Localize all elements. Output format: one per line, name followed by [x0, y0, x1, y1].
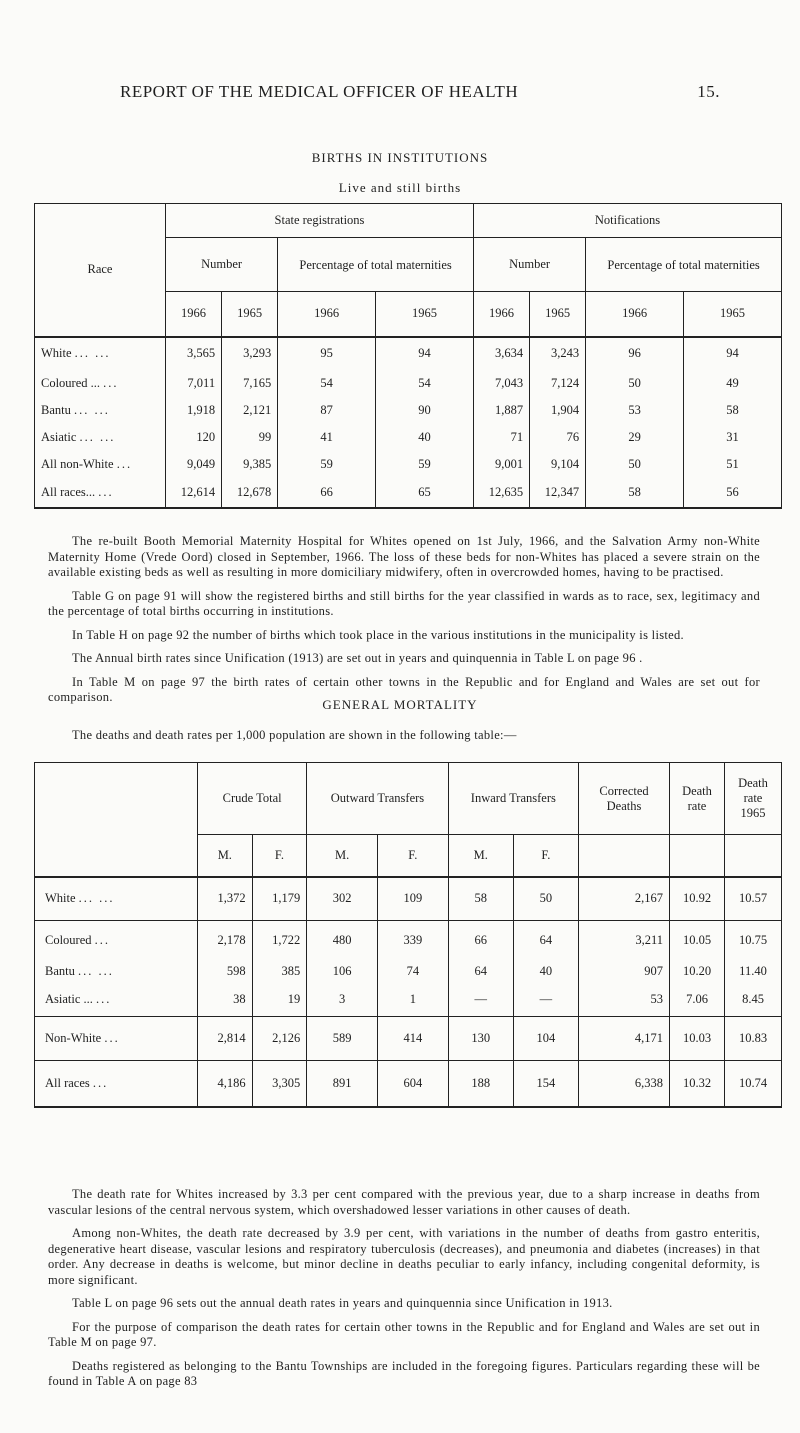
paragraph: The re-built Booth Memorial Maternity Hospital for Whites opened on 1st July, 1966, and the Salvation Army non-White Maternity Home (Vrede Oord) closed in September, 1966. The loss of these beds for non-Whites has placed a severe strain on the available existing beds as well as resulting in more domiciliary midwifery, often in overcrowded homes, having to be practised. — [48, 534, 760, 579]
cell: 907 — [579, 961, 670, 983]
death-rate-header: Death rate — [670, 763, 725, 835]
cell: 385 — [252, 961, 307, 983]
year-header: 1966 — [473, 292, 529, 337]
cell: 154 — [513, 1061, 578, 1107]
state-registrations-header: State registrations — [166, 204, 474, 238]
cell: 2,814 — [198, 1017, 253, 1061]
cell: 3 — [307, 983, 378, 1017]
leader-dots: ... — [98, 484, 114, 499]
paragraph: Deaths registered as belonging to the Bantu Townships are included in the foregoing figures. Particulars regarding these will be found in Table A on page 83 — [48, 1358, 760, 1388]
cell: 3,565 — [166, 337, 222, 370]
cell: 58 — [586, 478, 684, 508]
leader-dots: ... ... — [78, 891, 115, 906]
cell: 65 — [376, 478, 474, 508]
race-label: All races — [45, 1075, 90, 1090]
cell: 6,338 — [579, 1061, 670, 1107]
cell: 64 — [513, 921, 578, 961]
cell: — — [448, 983, 513, 1017]
cell: 71 — [473, 424, 529, 451]
cell: 12,614 — [166, 478, 222, 508]
cell: 96 — [586, 337, 684, 370]
mortality-table — [34, 762, 782, 1108]
year-header: 1965 — [376, 292, 474, 337]
race-label: Bantu — [41, 402, 71, 417]
cell: 54 — [278, 370, 376, 397]
race-label: White — [41, 346, 72, 360]
cell: 19 — [252, 983, 307, 1017]
paragraph: For the purpose of comparison the death rates for certain other towns in the Republic and for England and Wales are set out in Table M on page 97. — [48, 1319, 760, 1349]
cell: 50 — [586, 370, 684, 397]
inward-transfers-header: Inward Transfers — [448, 763, 578, 835]
cell: 64 — [448, 961, 513, 983]
table-row — [35, 397, 782, 424]
state-number-header: Number — [166, 238, 278, 292]
leader-dots: ... — [103, 375, 119, 390]
cell: 1,372 — [198, 877, 253, 921]
leader-dots: ... ... — [79, 429, 116, 444]
cell: 90 — [376, 397, 474, 424]
notifications-header: Notifications — [473, 204, 781, 238]
year-header: 1966 — [166, 292, 222, 337]
births-table — [34, 203, 782, 509]
births-commentary — [48, 534, 760, 714]
cell: 40 — [513, 961, 578, 983]
leader-dots: ... — [92, 1075, 109, 1090]
year-header: 1966 — [278, 292, 376, 337]
paragraph: Table G on page 91 will show the registered births and still births for the year classified in wards as to race, sex, legitimacy and the percentage of total births occurring in institutions. — [48, 588, 760, 618]
table-row — [35, 1017, 782, 1061]
leader-dots: ... — [94, 933, 111, 948]
cell: 10.75 — [725, 921, 782, 961]
cell: 53 — [586, 397, 684, 424]
cell: 7,124 — [530, 370, 586, 397]
notif-number-header: Number — [473, 238, 585, 292]
cell: 2,126 — [252, 1017, 307, 1061]
cell: 51 — [684, 451, 782, 478]
cell: 56 — [684, 478, 782, 508]
table-row — [35, 424, 782, 451]
cell: 10.92 — [670, 877, 725, 921]
cell: 7,043 — [473, 370, 529, 397]
page-header — [120, 82, 720, 106]
cell: 9,049 — [166, 451, 222, 478]
year-header: 1965 — [222, 292, 278, 337]
cell: 76 — [530, 424, 586, 451]
female-header: F. — [377, 835, 448, 877]
cell: 3,293 — [222, 337, 278, 370]
cell: 302 — [307, 877, 378, 921]
cell: 188 — [448, 1061, 513, 1107]
cell: 58 — [684, 397, 782, 424]
cell: 54 — [376, 370, 474, 397]
race-label: All races... — [41, 484, 96, 499]
crude-total-header: Crude Total — [198, 763, 307, 835]
cell: 94 — [684, 337, 782, 370]
cell: 38 — [198, 983, 253, 1017]
male-header: M. — [307, 835, 378, 877]
cell: 480 — [307, 921, 378, 961]
cell: 10.05 — [670, 921, 725, 961]
cell: 59 — [278, 451, 376, 478]
cell: — — [513, 983, 578, 1017]
births-section-title: BIRTHS IN INSTITUTIONS — [311, 150, 489, 165]
cell: 2,167 — [579, 877, 670, 921]
cell: 891 — [307, 1061, 378, 1107]
leader-dots: ... — [116, 456, 133, 471]
cell: 9,104 — [530, 451, 586, 478]
cell: 3,243 — [530, 337, 586, 370]
cell: 7,165 — [222, 370, 278, 397]
male-header: M. — [448, 835, 513, 877]
cell: 50 — [586, 451, 684, 478]
mortality-commentary — [48, 1187, 760, 1398]
paragraph: In Table H on page 92 the number of births which took place in the various institutions in the municipality is listed. — [72, 627, 684, 642]
cell: 87 — [278, 397, 376, 424]
page-number: 15. — [697, 82, 720, 101]
cell: 106 — [307, 961, 378, 983]
paragraph: The Annual birth rates since Unification (1913) are set out in years and quinquennia in Table L on page 96 . — [72, 651, 643, 665]
paragraph: The death rate for Whites increased by 3.3 per cent compared with the previous year, due to a sharp increase in deaths from vascular lesions of the central nervous system, which overshadowed lesser variations in other causes of death. — [48, 1187, 760, 1217]
mortality-intro: The deaths and death rates per 1,000 population are shown in the following table:— — [72, 728, 517, 742]
cell: 66 — [278, 478, 376, 508]
cell: 104 — [513, 1017, 578, 1061]
cell: 2,121 — [222, 397, 278, 424]
cell: 66 — [448, 921, 513, 961]
paragraph: In Table M on page 97 the birth rates of certain other towns in the Republic and for England and Wales are set out for comparison. — [48, 674, 760, 704]
empty-header — [725, 835, 782, 877]
male-header: M. — [198, 835, 253, 877]
corrected-deaths-header: Corrected Deaths — [579, 763, 670, 835]
race-label: Asiatic ... — [45, 991, 93, 1006]
cell: 10.32 — [670, 1061, 725, 1107]
table-row — [35, 983, 782, 1017]
leader-dots: ... — [104, 1031, 120, 1045]
cell: 12,635 — [473, 478, 529, 508]
empty-header — [670, 835, 725, 877]
cell: 3,211 — [579, 921, 670, 961]
table-row — [35, 337, 782, 370]
cell: 12,678 — [222, 478, 278, 508]
births-subtitle: Live and still births — [338, 180, 462, 195]
table-row — [35, 961, 782, 983]
cell: 99 — [222, 424, 278, 451]
cell: 1 — [377, 983, 448, 1017]
cell: 9,385 — [222, 451, 278, 478]
cell: 109 — [377, 877, 448, 921]
cell: 29 — [586, 424, 684, 451]
outward-transfers-header: Outward Transfers — [307, 763, 448, 835]
cell: 12,347 — [530, 478, 586, 508]
cell: 3,305 — [252, 1061, 307, 1107]
race-label: Bantu — [45, 964, 75, 978]
cell: 4,171 — [579, 1017, 670, 1061]
cell: 58 — [448, 877, 513, 921]
cell: 7,011 — [166, 370, 222, 397]
year-header: 1966 — [586, 292, 684, 337]
race-label: Non-White — [45, 1031, 102, 1045]
cell: 1,918 — [166, 397, 222, 424]
cell: 130 — [448, 1017, 513, 1061]
table-row — [35, 370, 782, 397]
leader-dots: ... — [96, 991, 112, 1006]
race-header: Race — [35, 204, 166, 337]
cell: 4,186 — [198, 1061, 253, 1107]
cell: 10.83 — [725, 1017, 782, 1061]
paragraph: Among non-Whites, the death rate decreased by 3.9 per cent, with variations in the number of deaths from gastro enteritis, degenerative heart disease, vascular lesions and respiratory tuberculosis (decreases), and pneumonia and diabetes (increases) in that order. Any decrease in deaths is welcome, but minor decline in deaths peculiar to early infancy, including congenital deformity, is more significant. — [48, 1226, 760, 1287]
table-row — [35, 1061, 782, 1107]
table-row — [35, 478, 782, 508]
cell: 1,179 — [252, 877, 307, 921]
table-row — [35, 877, 782, 921]
race-label: Coloured ... — [41, 375, 101, 390]
cell: 95 — [278, 337, 376, 370]
leader-dots: ... ... — [74, 346, 111, 360]
state-pct-header: Percentage of total maternities — [278, 238, 474, 292]
cell: 8.45 — [725, 983, 782, 1017]
cell: 7.06 — [670, 983, 725, 1017]
empty-header — [579, 835, 670, 877]
cell: 598 — [198, 961, 253, 983]
cell: 2,178 — [198, 921, 253, 961]
cell: 41 — [278, 424, 376, 451]
cell: 74 — [377, 961, 448, 983]
cell: 9,001 — [473, 451, 529, 478]
table-row — [35, 451, 782, 478]
race-label: All non-White — [41, 456, 114, 471]
race-label: Coloured — [45, 933, 92, 948]
race-header — [35, 763, 198, 877]
cell: 120 — [166, 424, 222, 451]
cell: 1,887 — [473, 397, 529, 424]
cell: 1,722 — [252, 921, 307, 961]
cell: 3,634 — [473, 337, 529, 370]
cell: 50 — [513, 877, 578, 921]
cell: 10.03 — [670, 1017, 725, 1061]
race-label: White — [45, 891, 76, 906]
leader-dots: ... ... — [77, 964, 114, 978]
cell: 589 — [307, 1017, 378, 1061]
cell: 31 — [684, 424, 782, 451]
cell: 49 — [684, 370, 782, 397]
female-header: F. — [513, 835, 578, 877]
table-row — [35, 921, 782, 961]
female-header: F. — [252, 835, 307, 877]
cell: 414 — [377, 1017, 448, 1061]
cell: 1,904 — [530, 397, 586, 424]
cell: 59 — [376, 451, 474, 478]
year-header: 1965 — [684, 292, 782, 337]
cell: 10.20 — [670, 961, 725, 983]
mortality-section-title: GENERAL MORTALITY — [322, 697, 478, 712]
race-label: Asiatic — [41, 429, 77, 444]
leader-dots: ... ... — [73, 402, 110, 417]
year-header: 1965 — [530, 292, 586, 337]
cell: 604 — [377, 1061, 448, 1107]
cell: 40 — [376, 424, 474, 451]
notif-pct-header: Percentage of total maternities — [586, 238, 782, 292]
cell: 94 — [376, 337, 474, 370]
running-title: REPORT OF THE MEDICAL OFFICER OF HEALTH — [120, 82, 519, 101]
cell: 11.40 — [725, 961, 782, 983]
paragraph: Table L on page 96 sets out the annual death rates in years and quinquennia since Unification in 1913. — [72, 1296, 613, 1310]
cell: 10.57 — [725, 877, 782, 921]
cell: 53 — [579, 983, 670, 1017]
death-rate-1965-header: Death rate 1965 — [725, 763, 782, 835]
cell: 339 — [377, 921, 448, 961]
cell: 10.74 — [725, 1061, 782, 1107]
